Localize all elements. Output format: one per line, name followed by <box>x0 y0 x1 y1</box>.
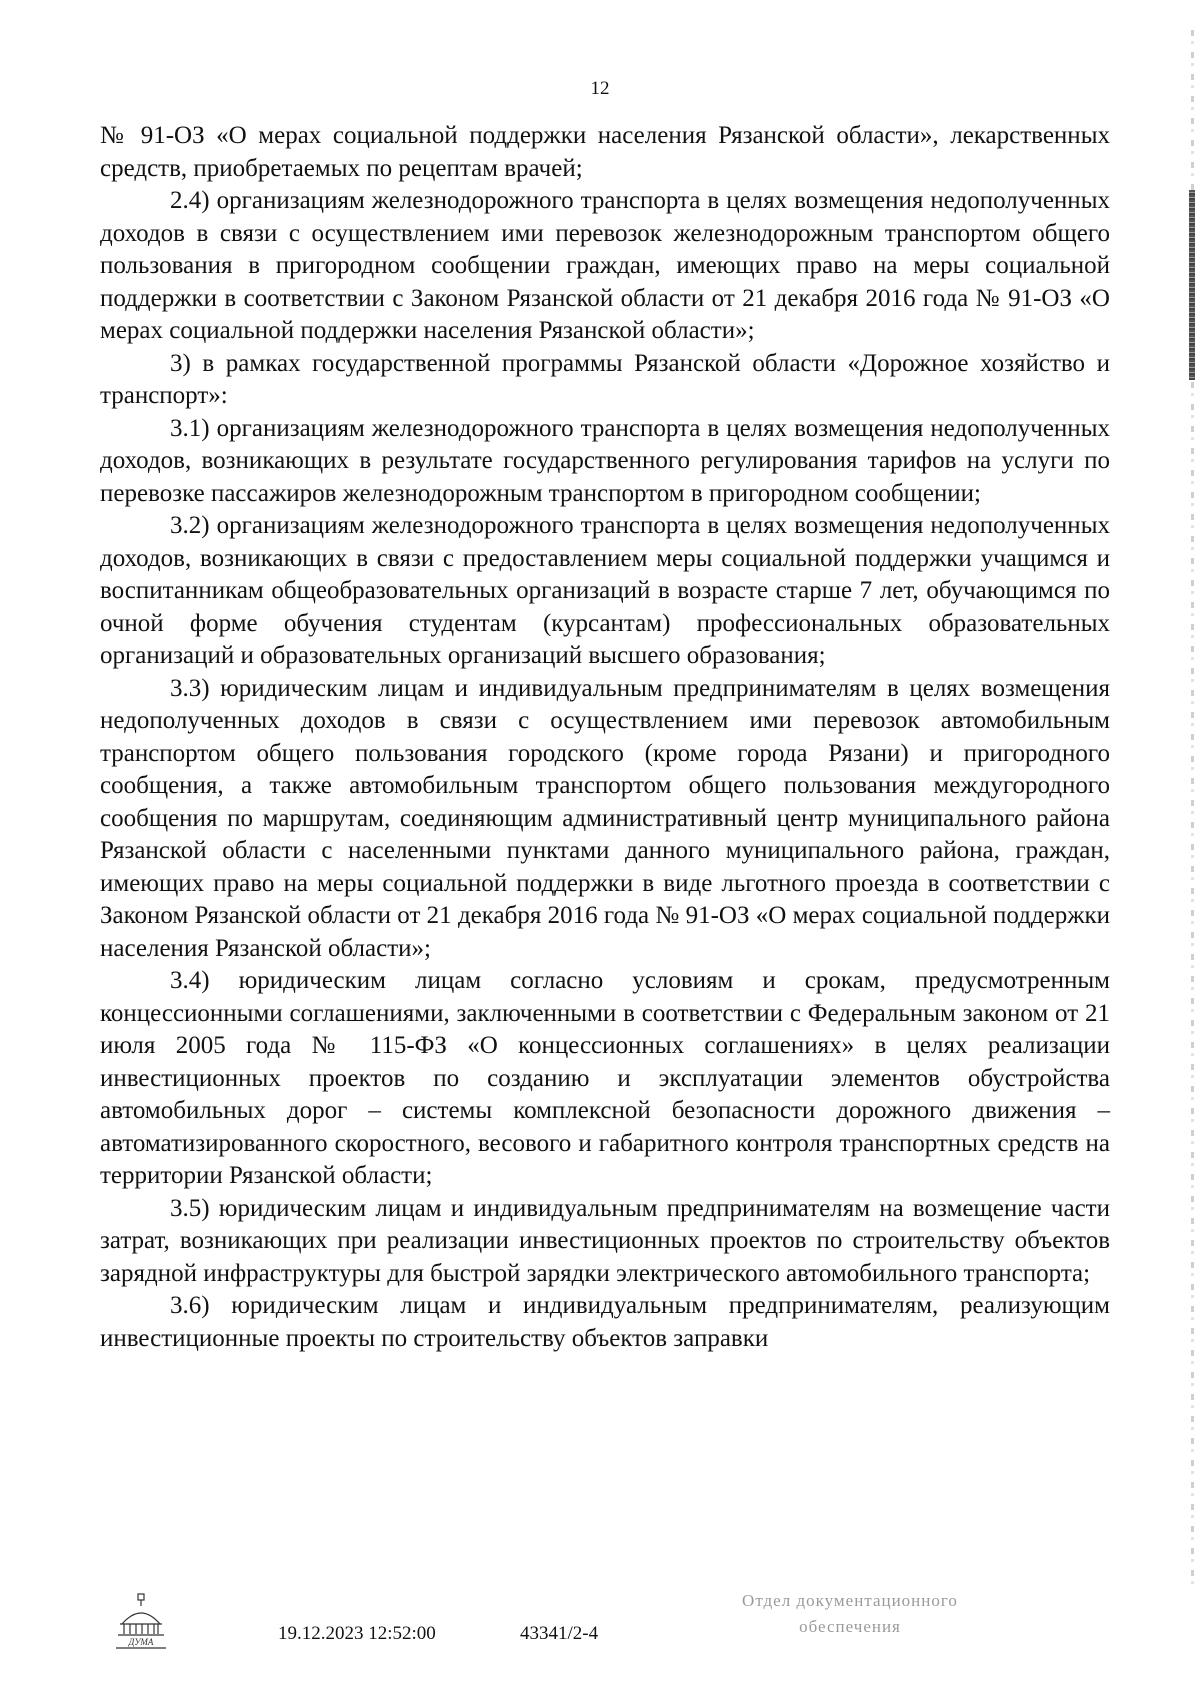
duma-logo-icon <box>110 1590 172 1652</box>
paragraph: 3.6) юридическим лицам и индивидуальным предпринимателям, реализующим инвестиционные проекты по строительству объектов заправки <box>100 1292 1110 1352</box>
page-number: 12 <box>590 78 610 99</box>
footer-registration-number: 43341/2-4 <box>520 1623 599 1644</box>
paragraph: 3.3) юридическим лицам и индивидуальным предпринимателям в целях возмещения недополученных доходов в связи с осуществлением ими перевозок автомобильным транспортом общего пользования городского (кроме города Рязани) и пригородного сообщения, а также автомобильным транспортом общего пользования междугородного сообщения по маршрутам, соединяющим административный центр муниципального района Рязанской области с населенными пунктами данного муниципального района, граждан, имеющих право на меры социальной поддержки в виде льготного проезда в соответствии с Законом Рязанской области от 21 декабря 2016 года № 91-ОЗ «О мерах социальной поддержки населения Рязанской области»; <box>100 674 1110 962</box>
paragraph: 3.1) организациям железнодорожного транспорта в целях возмещения недополученных доходов, возникающих в результате государственного регулирования тарифов на услуги по перевозке пассажиров железнодорожным транспортом в пригородном сообщении; <box>100 414 1110 507</box>
department-stamp <box>700 1588 1000 1640</box>
paragraph: 3.2) организациям железнодорожного транспорта в целях возмещения недополученных доходов, возникающих в связи с предоставлением меры социальной поддержки учащимся и воспитанникам общеобразовательных организаций в возрасте старше 7 лет, обучающимся по очной форме обучения студентам (курсантам) профессиональных образовательных организаций и образовательных организаций высшего образования; <box>100 512 1110 669</box>
paragraph: 3) в рамках государственной программы Рязанской области «Дорожное хозяйство и транспорт»: <box>100 349 1110 409</box>
paragraph: № 91-ОЗ «О мерах социальной поддержки населения Рязанской области», лекарственных средств, приобретаемых по рецептам врачей; <box>100 122 1110 182</box>
stamp-line-1: Отдел документационного <box>742 1591 958 1610</box>
stamp-line-2: обеспечения <box>799 1617 901 1636</box>
logo-text: ДУМА <box>128 1637 154 1647</box>
paragraph: 3.4) юридическим лицам согласно условиям и срокам, предусмотренным концессионными соглашениями, заключенными в соответствии с Федеральным законом от 21 июля 2005 года № 115-ФЗ «О концессионных соглашениях» в целях реализации инвестиционных проектов по созданию и эксплуатации элементов обустройства автомобильных дорог – системы комплексной безопасности дорожного движения – автоматизированного скоростного, весового и габаритного контроля транспортных средств на территории Рязанской области; <box>100 967 1110 1189</box>
document-body <box>100 120 1110 1355</box>
paragraph: 3.5) юридическим лицам и индивидуальным предпринимателям на возмещение части затрат, возникающих при реализации инвестиционных проектов по строительству объектов зарядной инфраструктуры для быстрой зарядки электрического автомобильного транспорта; <box>100 1194 1110 1287</box>
footer-timestamp: 19.12.2023 12:52:00 <box>278 1623 436 1644</box>
scan-edge-dark-artifact <box>1189 190 1195 380</box>
paragraph: 2.4) организациям железнодорожного транспорта в целях возмещения недополученных доходов в связи с осуществлением ими перевозок железнодорожным транспортом общего пользования в пригородном сообщении граждан, имеющих право на меры социальной поддержки в соответствии с Законом Рязанской области от 21 декабря 2016 года № 91-ОЗ «О мерах социальной поддержки населения Рязанской области»; <box>100 187 1110 344</box>
